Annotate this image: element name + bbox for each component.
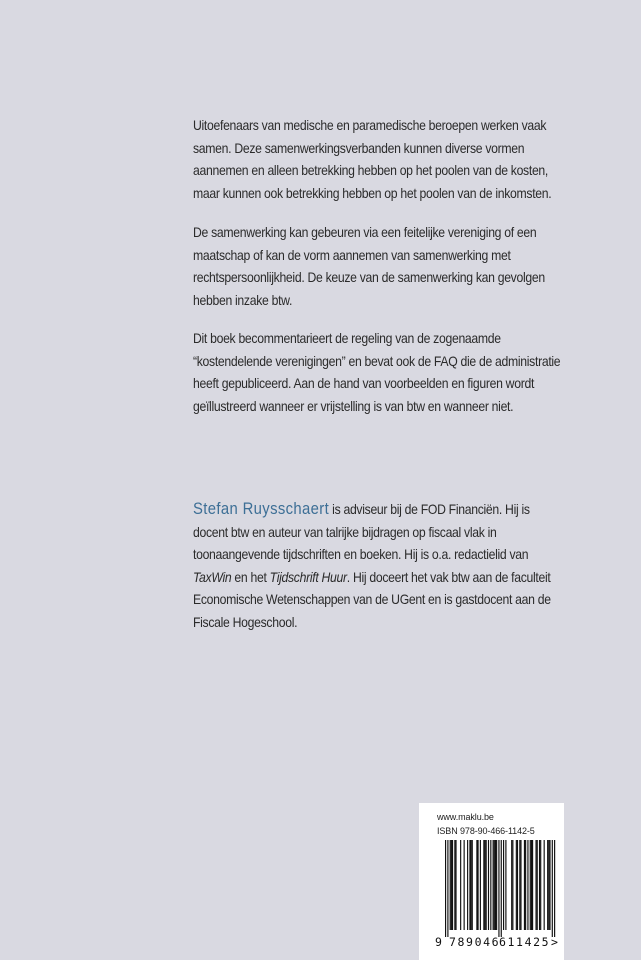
barcode-bar — [464, 840, 465, 930]
author-bio — [193, 498, 562, 634]
barcode-bar — [511, 840, 512, 930]
blurb-text-2: De samenwerking kan gebeuren via een feitelijke vereniging of een maatschap of kan de vorm aannemen van samenwerking met rechtspersoonlijkheid. De keuze van de samenwerking kan gevolgen hebben inzake btw. — [193, 225, 545, 308]
barcode-bar — [524, 840, 525, 930]
blurb-text-3: Dit boek becommentarieert de regeling van de zogenaamde “kostendelende verenigingen” en bevat ook de FAQ die de administratie heeft gepubliceerd. Aan de hand van voorbeelden en figuren wordt geïllustreerd wanneer er vrijstelling is van btw en wanneer niet. — [193, 331, 561, 414]
barcode-bar — [476, 840, 477, 930]
barcode-bar — [483, 840, 484, 930]
barcode-bar — [471, 840, 472, 930]
blurb-paragraph-2 — [193, 222, 562, 312]
barcode-bar — [519, 840, 520, 930]
barcode-bar — [469, 840, 470, 930]
author-bio-part-3: . Hij doceert het vak btw aan de faculteit Economische Wetenschappen van de UGent en is gastdocent aan de Fiscale Hogeschool. — [193, 569, 551, 630]
author-bio-text — [193, 498, 562, 634]
barcode-bar — [498, 840, 499, 937]
barcode-bar — [477, 840, 478, 930]
barcode-bar — [531, 840, 532, 930]
barcode-bar — [537, 840, 538, 930]
barcode-bar — [544, 840, 545, 930]
barcode-bar — [460, 840, 461, 930]
barcode-bar — [501, 840, 502, 937]
barcode-bar — [455, 840, 456, 930]
barcode-first-digit: 9 — [435, 935, 442, 949]
barcode-bar — [494, 840, 495, 930]
barcode-label — [419, 803, 564, 960]
barcode-group-1: 789046 — [449, 935, 501, 949]
barcode-bar — [451, 840, 452, 930]
barcode-bar — [512, 840, 513, 930]
barcode-bar — [535, 840, 536, 930]
barcode-bar — [547, 840, 548, 930]
taxwin-title: TaxWin — [193, 569, 232, 585]
barcode-bar — [496, 840, 497, 930]
isbn-text: ISBN 978-90-466-1142-5 — [437, 826, 535, 836]
barcode-bar — [450, 840, 451, 930]
barcode-bar — [517, 840, 518, 930]
barcode-bar — [452, 840, 453, 930]
blurb-text-1: Uitoefenaars van medische en paramedische beroepen werken vaak samen. Deze samenwerkingsverbanden kunnen diverse vormen aannemen en alleen betrekking hebben op het poolen van de kosten, maar kunnen ook betrekking hebben op het poolen van de inkomsten. — [193, 118, 552, 201]
barcode-bar — [525, 840, 526, 930]
barcode-bar — [488, 840, 489, 930]
barcode-group-2: 611425 — [499, 935, 551, 949]
barcode-bar — [516, 840, 517, 930]
barcode-bar — [539, 840, 540, 930]
barcode-bar — [467, 840, 468, 930]
barcode-bar — [472, 840, 473, 930]
publisher-url: www.maklu.be — [437, 812, 494, 822]
barcode-icon — [435, 840, 559, 940]
barcode-bar — [505, 840, 506, 930]
author-name: Stefan Ruysschaert — [193, 500, 330, 518]
barcode-bar — [530, 840, 531, 930]
barcode-bar — [554, 840, 555, 937]
barcode-bar — [445, 840, 446, 937]
barcode-bar — [520, 840, 521, 930]
barcode-bar — [552, 840, 553, 937]
barcode-bar — [549, 840, 550, 930]
barcode-bar — [495, 840, 496, 930]
barcode-bar — [540, 840, 541, 930]
barcode-bar — [447, 840, 448, 937]
blurb-paragraph-1 — [193, 115, 562, 205]
barcode-bar — [493, 840, 494, 930]
journal-title: Tijdschrift Huur — [269, 569, 347, 585]
barcode-bar — [480, 840, 481, 930]
author-bio-part-1: is adviseur bij de FOD Financiën. Hij is docent btw en auteur van talrijke bijdragen op fiscaal vlak in toonaangevende tijdschriften en boeken. Hij is o.a. redactielid van — [193, 502, 530, 562]
barcode-bar — [490, 840, 491, 930]
barcode-end-mark: > — [551, 935, 558, 949]
barcode-bar — [532, 840, 533, 930]
author-bio-part-2: en het — [231, 569, 270, 585]
barcode-bar — [484, 840, 485, 930]
barcode-bar — [503, 840, 504, 930]
barcode-bar — [527, 840, 528, 930]
barcode-bar — [548, 840, 549, 930]
blurb-paragraph-3 — [193, 328, 562, 418]
barcode-bar — [454, 840, 455, 930]
barcode-bar — [486, 840, 487, 930]
